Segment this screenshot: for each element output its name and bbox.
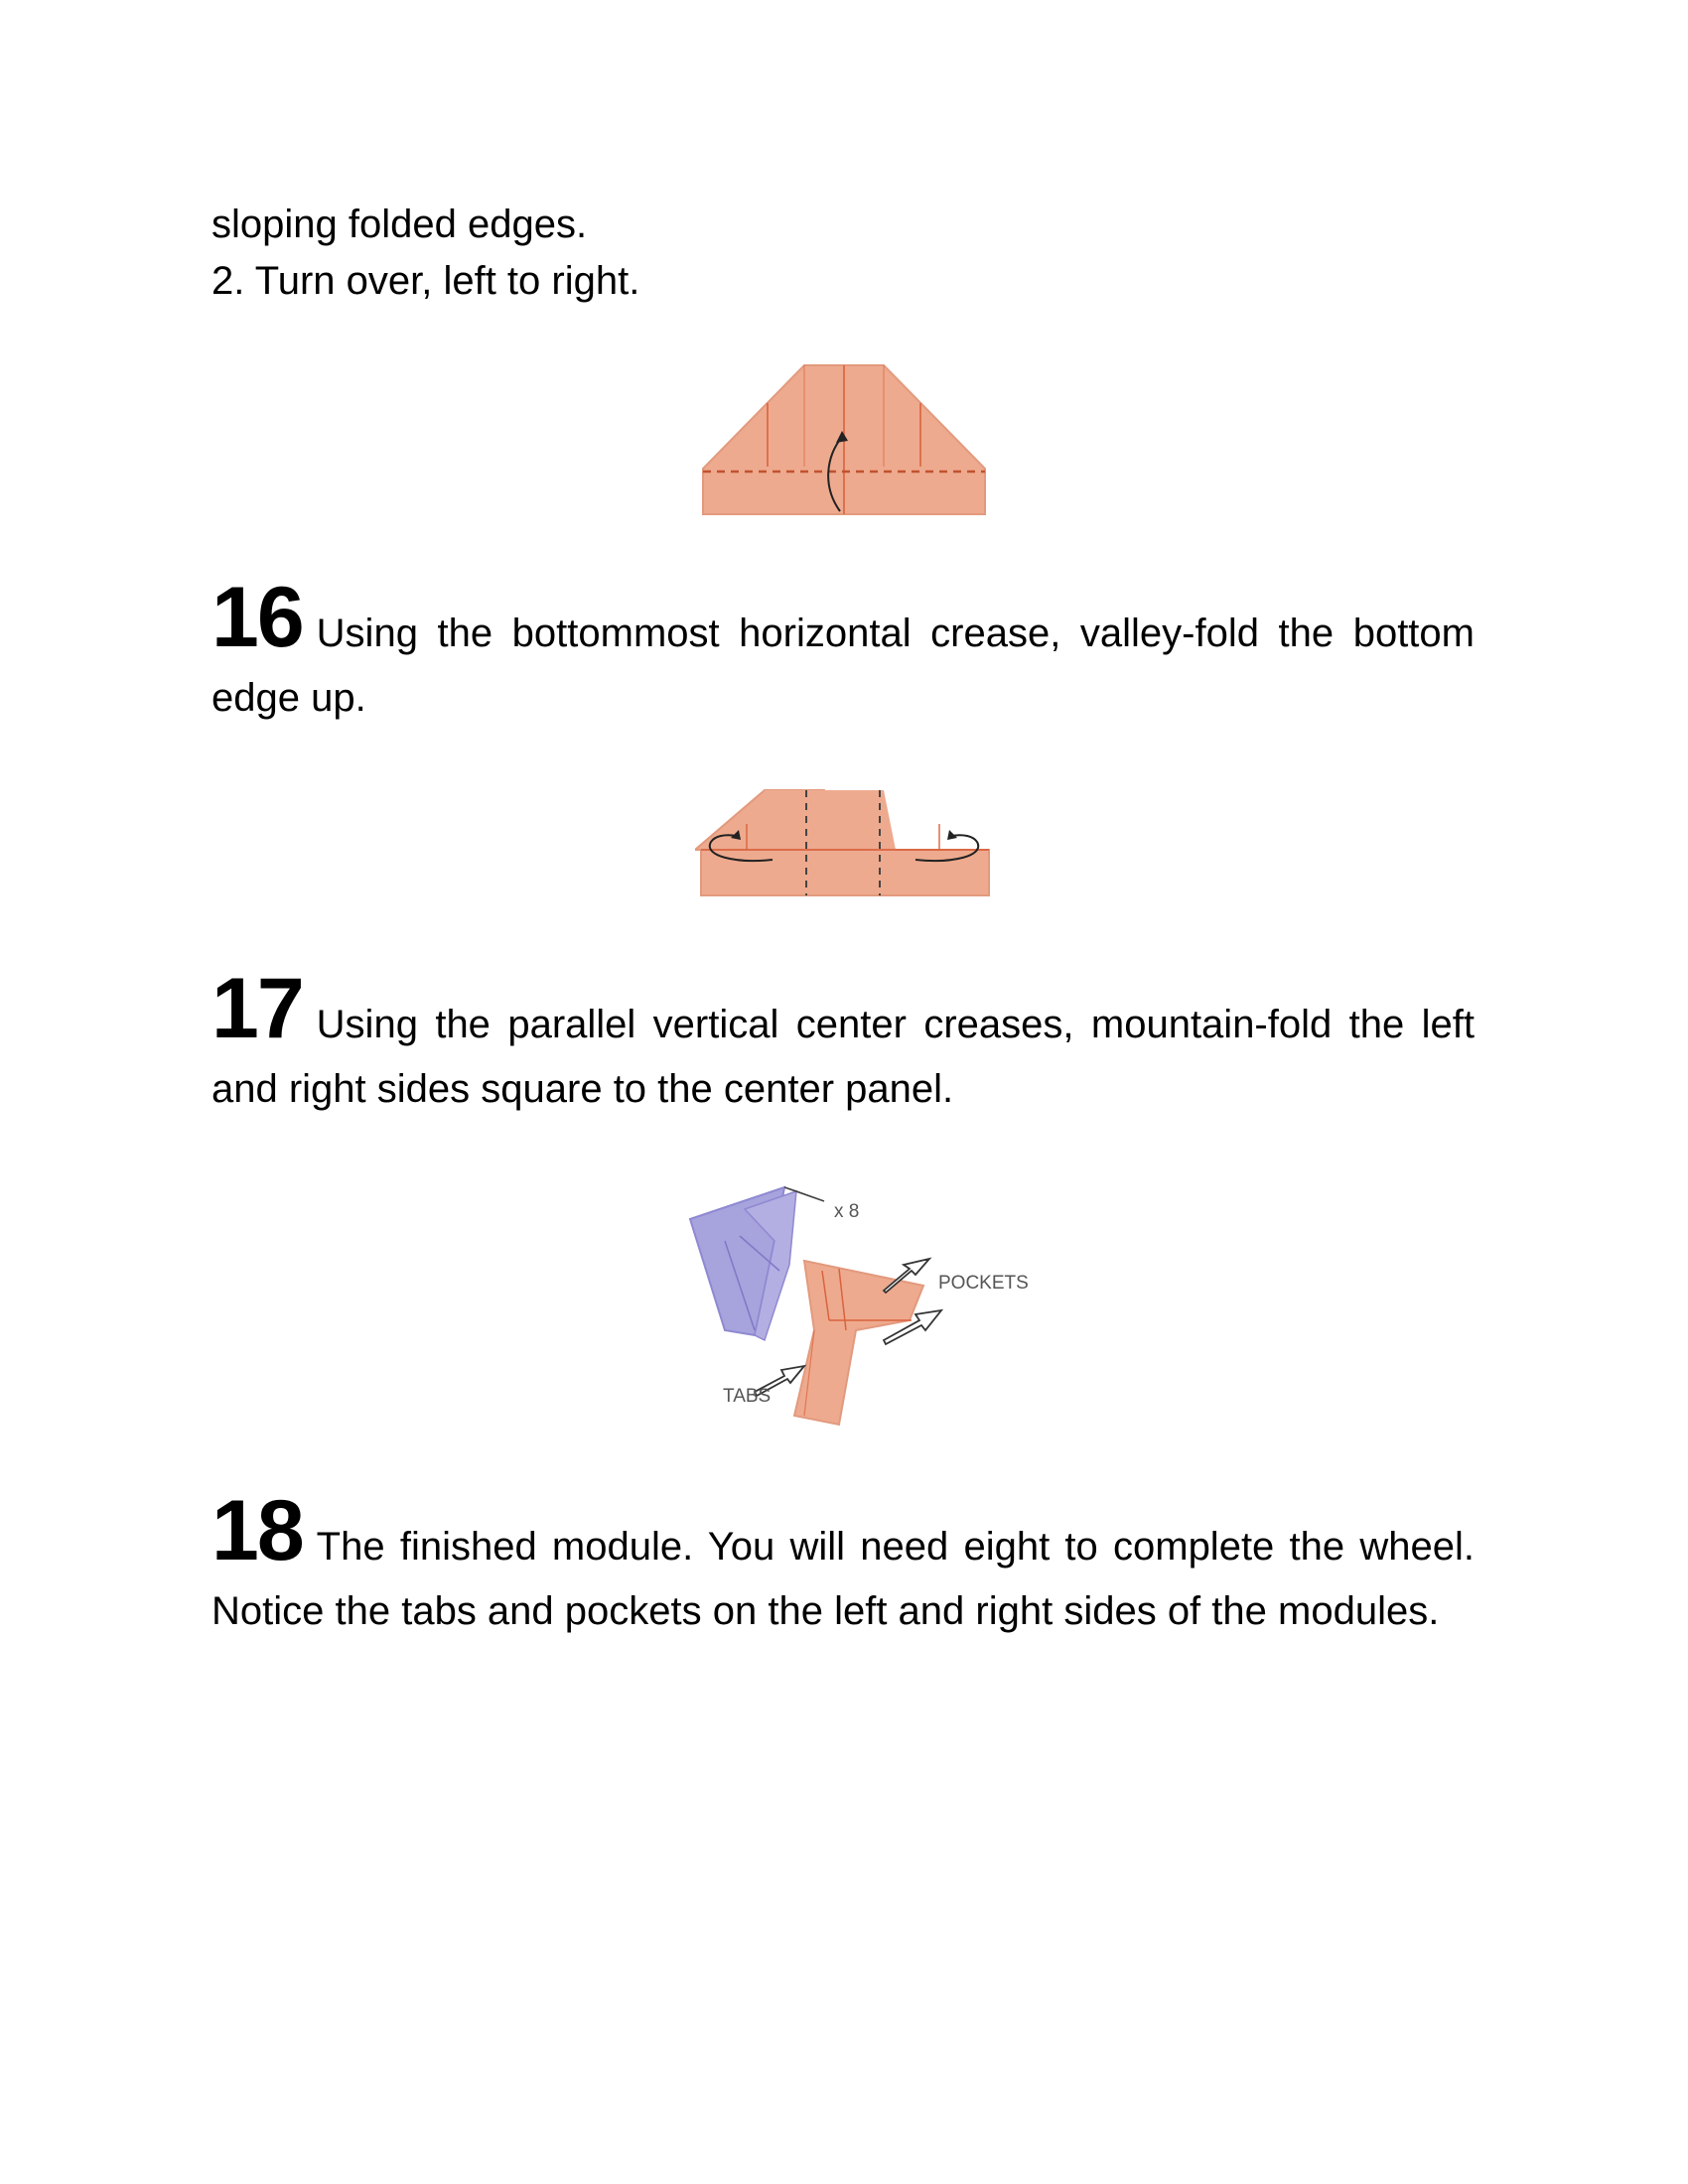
- step-17: [211, 961, 1475, 1122]
- finished-module-diagram: [685, 1181, 1033, 1439]
- step-number: 16: [211, 570, 303, 665]
- fold-diagram-2: [695, 784, 993, 903]
- intro-line-2: 2. Turn over, left to right.: [211, 259, 640, 303]
- step-16: [211, 570, 1475, 731]
- orange-module: [794, 1261, 923, 1425]
- intro-line-1: sloping folded edges.: [211, 203, 588, 246]
- step-number: 17: [211, 961, 303, 1056]
- step-number: 18: [211, 1483, 303, 1578]
- step-text: The finished module. You will need eight to complete the wheel. Notice the tabs and pockets on the left and right sides of the modules.: [211, 1525, 1475, 1633]
- step-text: Using the bottommost horizontal crease, valley-fold the bottom edge up.: [211, 612, 1475, 720]
- count-label: x 8: [834, 1201, 860, 1222]
- intro-text: [211, 197, 1475, 310]
- tabs-label: TABS: [723, 1386, 772, 1407]
- step-18: [211, 1483, 1475, 1644]
- fold-diagram-1: [695, 357, 993, 526]
- pockets-label: POCKETS: [938, 1273, 1029, 1294]
- step-text: Using the parallel vertical center creases, mountain-fold the left and right sides square to the center panel.: [211, 1003, 1475, 1111]
